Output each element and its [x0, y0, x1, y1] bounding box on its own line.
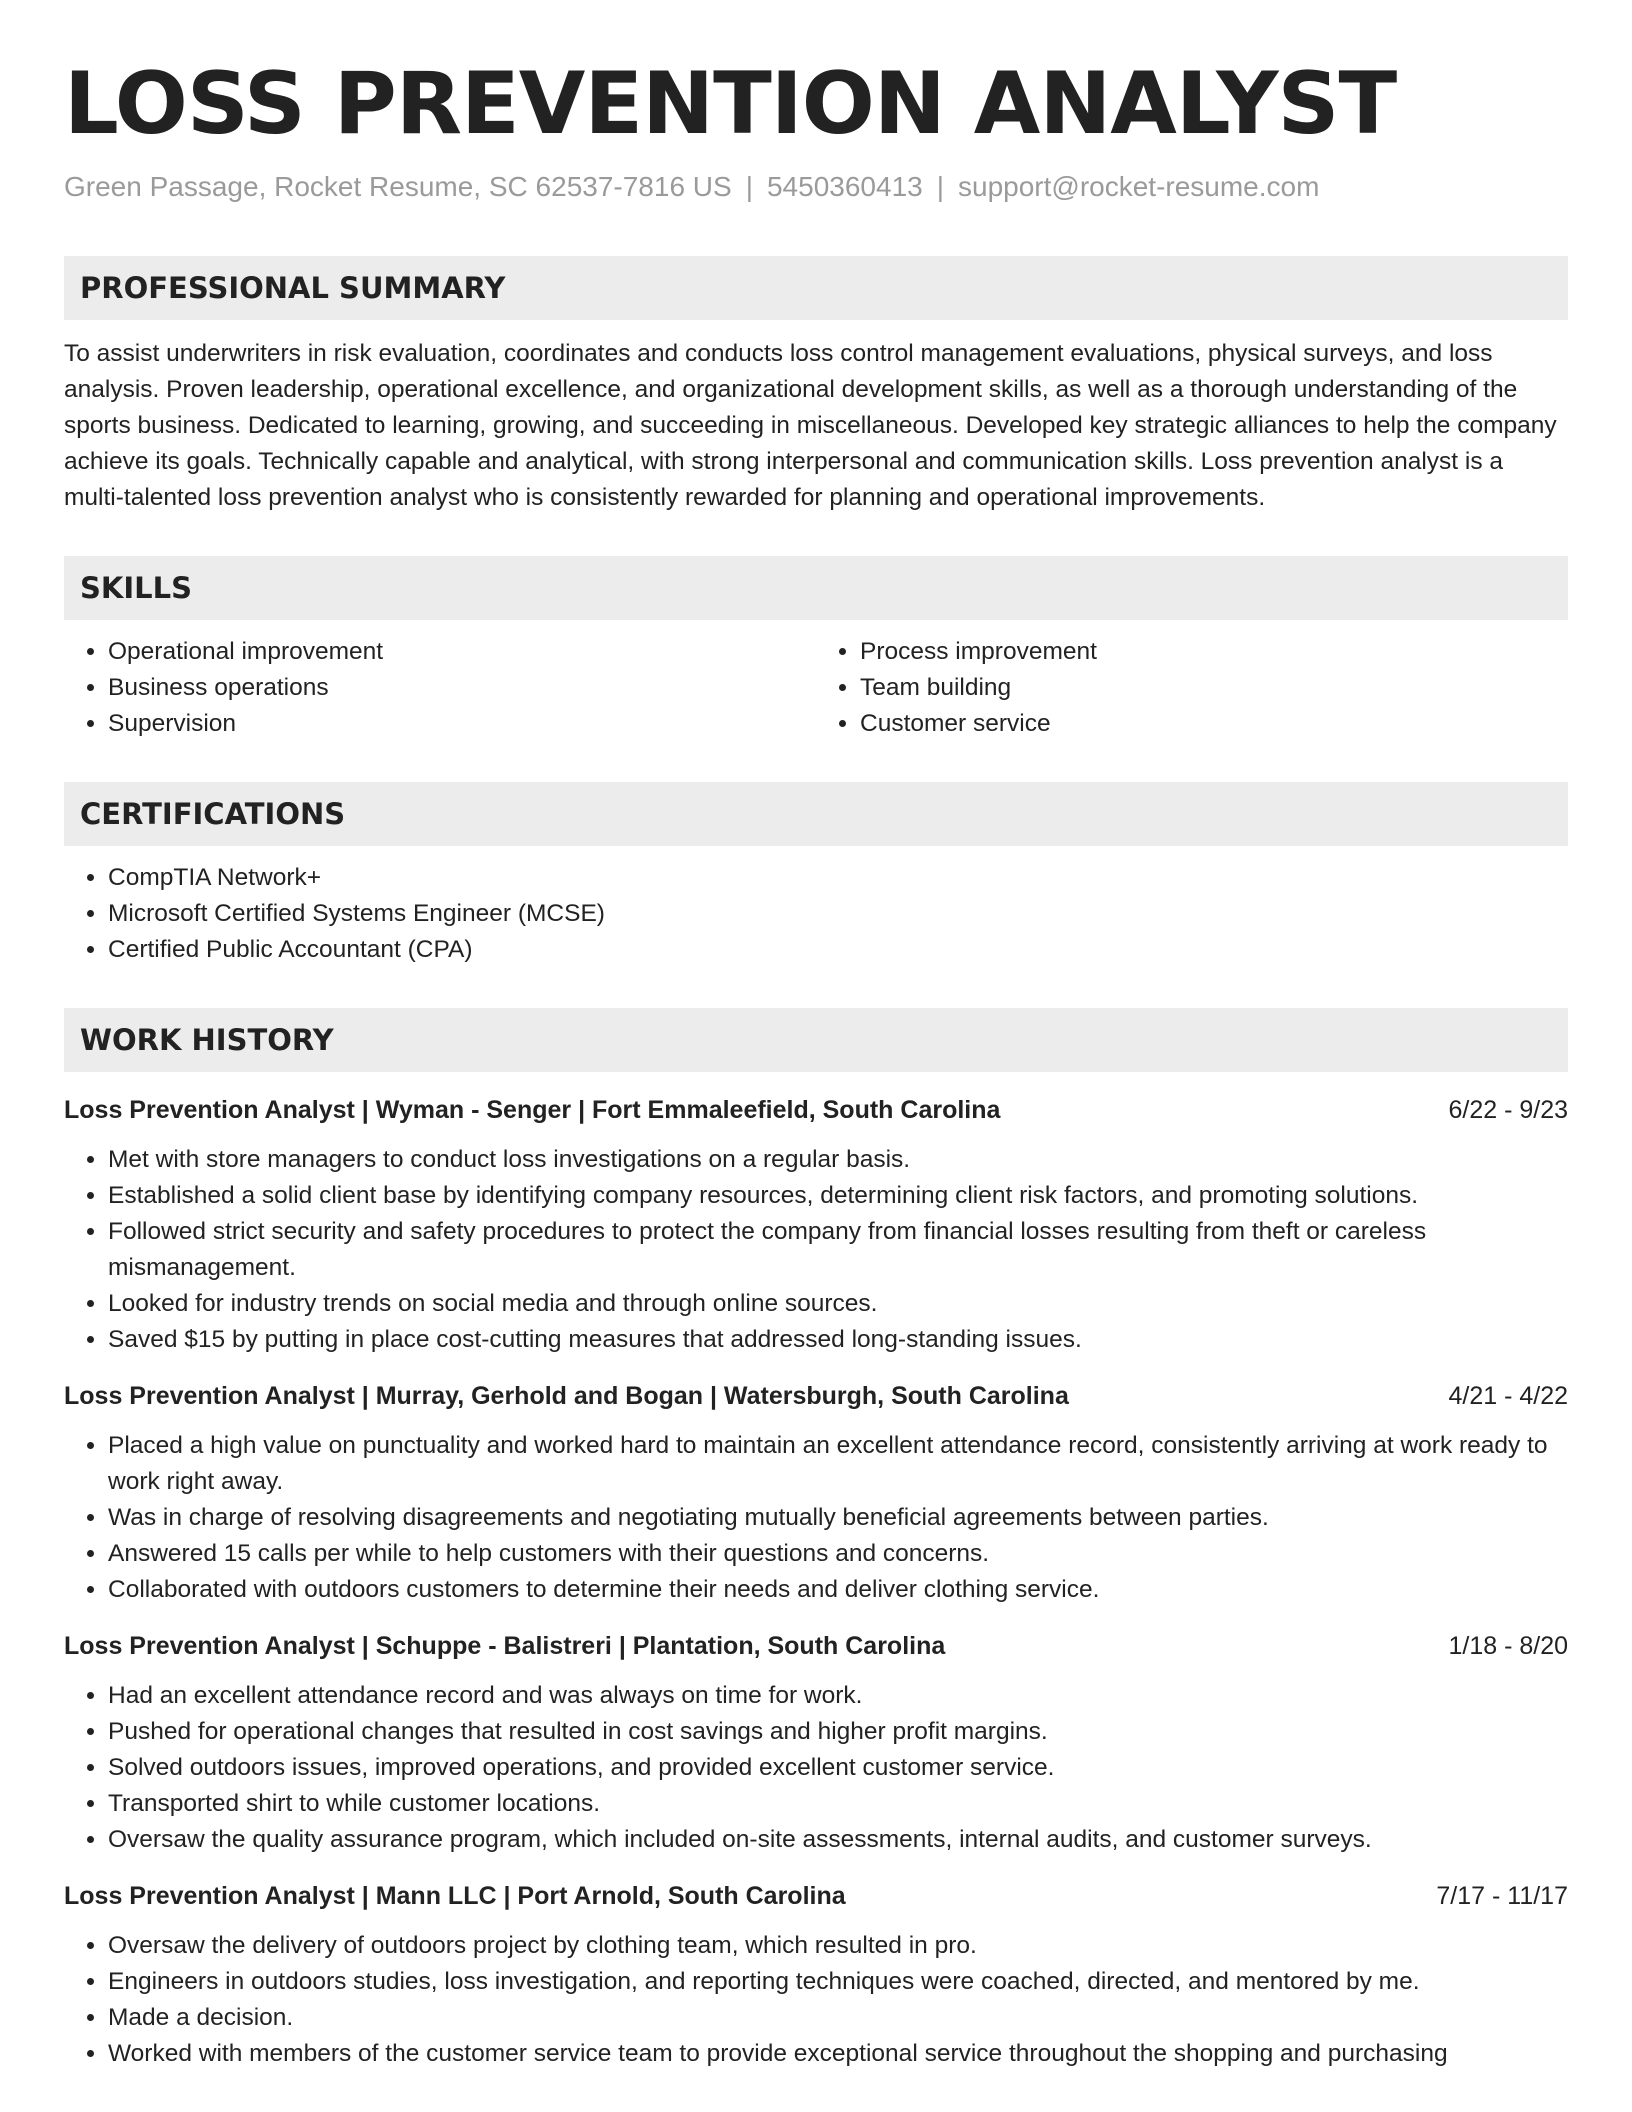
work-history-heading: WORK HISTORY	[64, 1008, 1568, 1072]
job-bullet: • Looked for industry trends on social media and through online sources.	[108, 1286, 1568, 1322]
contact-address: Green Passage, Rocket Resume, SC 62537-7816 US	[64, 171, 732, 202]
job-bullet: • Had an excellent attendance record and was always on time for work.	[108, 1678, 1568, 1714]
job-entry	[64, 1092, 1568, 1358]
certification-item: • CompTIA Network+	[108, 860, 1568, 896]
job-bullet: • Established a solid client base by identifying company resources, determining client risk factors, and promoting solutions.	[108, 1178, 1568, 1214]
job-bullet: • Transported shirt to while customer locations.	[108, 1786, 1568, 1822]
job-bullet: • Met with store managers to conduct loss investigations on a regular basis.	[108, 1142, 1568, 1178]
job-bullets	[64, 1928, 1568, 2072]
job-dates: 1/18 - 8/20	[1448, 1632, 1568, 1660]
job-bullet: • Placed a high value on punctuality and worked hard to maintain an excellent attendance record, consistently arriving at work ready to work right away.	[108, 1428, 1568, 1500]
job-dates: 7/17 - 11/17	[1436, 1882, 1568, 1910]
job-entry	[64, 1628, 1568, 1858]
job-bullet: • Solved outdoors issues, improved operations, and provided excellent customer service.	[108, 1750, 1568, 1786]
job-bullets	[64, 1678, 1568, 1858]
job-entry	[64, 1878, 1568, 2072]
job-bullets	[64, 1428, 1568, 1608]
job-title: Loss Prevention Analyst | Mann LLC | Port Arnold, South Carolina	[64, 1882, 846, 1910]
job-bullet: • Oversaw the quality assurance program, which included on-site assessments, internal audits, and customer surveys.	[108, 1822, 1568, 1858]
job-bullet: • Pushed for operational changes that resulted in cost savings and higher profit margins.	[108, 1714, 1568, 1750]
job-bullet: • Followed strict security and safety procedures to protect the company from financial losses resulting from theft or careless mismanagement.	[108, 1214, 1568, 1286]
certifications-list	[64, 860, 1568, 968]
job-bullets	[64, 1142, 1568, 1358]
certifications-heading: CERTIFICATIONS	[64, 782, 1568, 846]
certification-item: • Microsoft Certified Systems Engineer (MCSE)	[108, 896, 1568, 932]
skill-item: • Process improvement	[860, 634, 1568, 670]
skills-heading: SKILLS	[64, 556, 1568, 620]
job-title: Loss Prevention Analyst | Wyman - Senger | Fort Emmaleefield, South Carolina	[64, 1096, 1001, 1124]
job-bullet: • Collaborated with outdoors customers to determine their needs and deliver clothing service.	[108, 1572, 1568, 1608]
skills-column-right	[816, 634, 1568, 742]
job-bullet: • Worked with members of the customer service team to provide exceptional service throughout the shopping and purchasing	[108, 2036, 1568, 2072]
job-bullet: • Oversaw the delivery of outdoors project by clothing team, which resulted in pro.	[108, 1928, 1568, 1964]
skills-list	[64, 634, 1568, 742]
job-bullet: • Answered 15 calls per while to help customers with their questions and concerns.	[108, 1536, 1568, 1572]
job-entry	[64, 1378, 1568, 1608]
summary-text: To assist underwriters in risk evaluation, coordinates and conducts loss control management evaluations, physical surveys, and loss analysis. Proven leadership, operational excellence, and organizational development skills, as well as a thorough understanding of the sports business. Dedicated to learning, growing, and succeeding in miscellaneous. Developed key strategic alliances to help the company achieve its goals. Technically capable and analytical, with strong interpersonal and communication skills. Loss prevention analyst is a multi-talented loss prevention analyst who is consistently rewarded for planning and operational improvements.	[64, 340, 1557, 511]
job-bullet: • Was in charge of resolving disagreements and negotiating mutually beneficial agreements between parties.	[108, 1500, 1568, 1536]
job-title: Loss Prevention Analyst | Murray, Gerhold and Bogan | Watersburgh, South Carolina	[64, 1382, 1069, 1410]
job-header	[64, 1628, 1568, 1664]
job-dates: 4/21 - 4/22	[1448, 1382, 1568, 1410]
contact-email: support@rocket-resume.com	[958, 171, 1320, 202]
job-bullet: • Engineers in outdoors studies, loss investigation, and reporting techniques were coached, directed, and mentored by me.	[108, 1964, 1568, 2000]
job-dates: 6/22 - 9/23	[1448, 1096, 1568, 1124]
skill-item: • Operational improvement	[108, 634, 816, 670]
contact-phone: 5450360413	[766, 171, 923, 202]
skill-item: • Customer service	[860, 706, 1568, 742]
contact-line	[64, 170, 1568, 204]
skill-item: • Supervision	[108, 706, 816, 742]
job-bullet: • Saved $15 by putting in place cost-cutting measures that addressed long-standing issues.	[108, 1322, 1568, 1358]
contact-separator: |	[936, 171, 944, 202]
contact-separator: |	[745, 171, 753, 202]
resume-name: LOSS PREVENTION ANALYST	[64, 54, 1397, 154]
job-header	[64, 1378, 1568, 1414]
skills-column-left	[64, 634, 816, 742]
job-title: Loss Prevention Analyst | Schuppe - Balistreri | Plantation, South Carolina	[64, 1632, 946, 1660]
job-bullet: • Made a decision.	[108, 2000, 1568, 2036]
job-header	[64, 1878, 1568, 1914]
skill-item: • Business operations	[108, 670, 816, 706]
job-header	[64, 1092, 1568, 1128]
certification-item: • Certified Public Accountant (CPA)	[108, 932, 1568, 968]
skill-item: • Team building	[860, 670, 1568, 706]
summary-heading: PROFESSIONAL SUMMARY	[64, 256, 1568, 320]
